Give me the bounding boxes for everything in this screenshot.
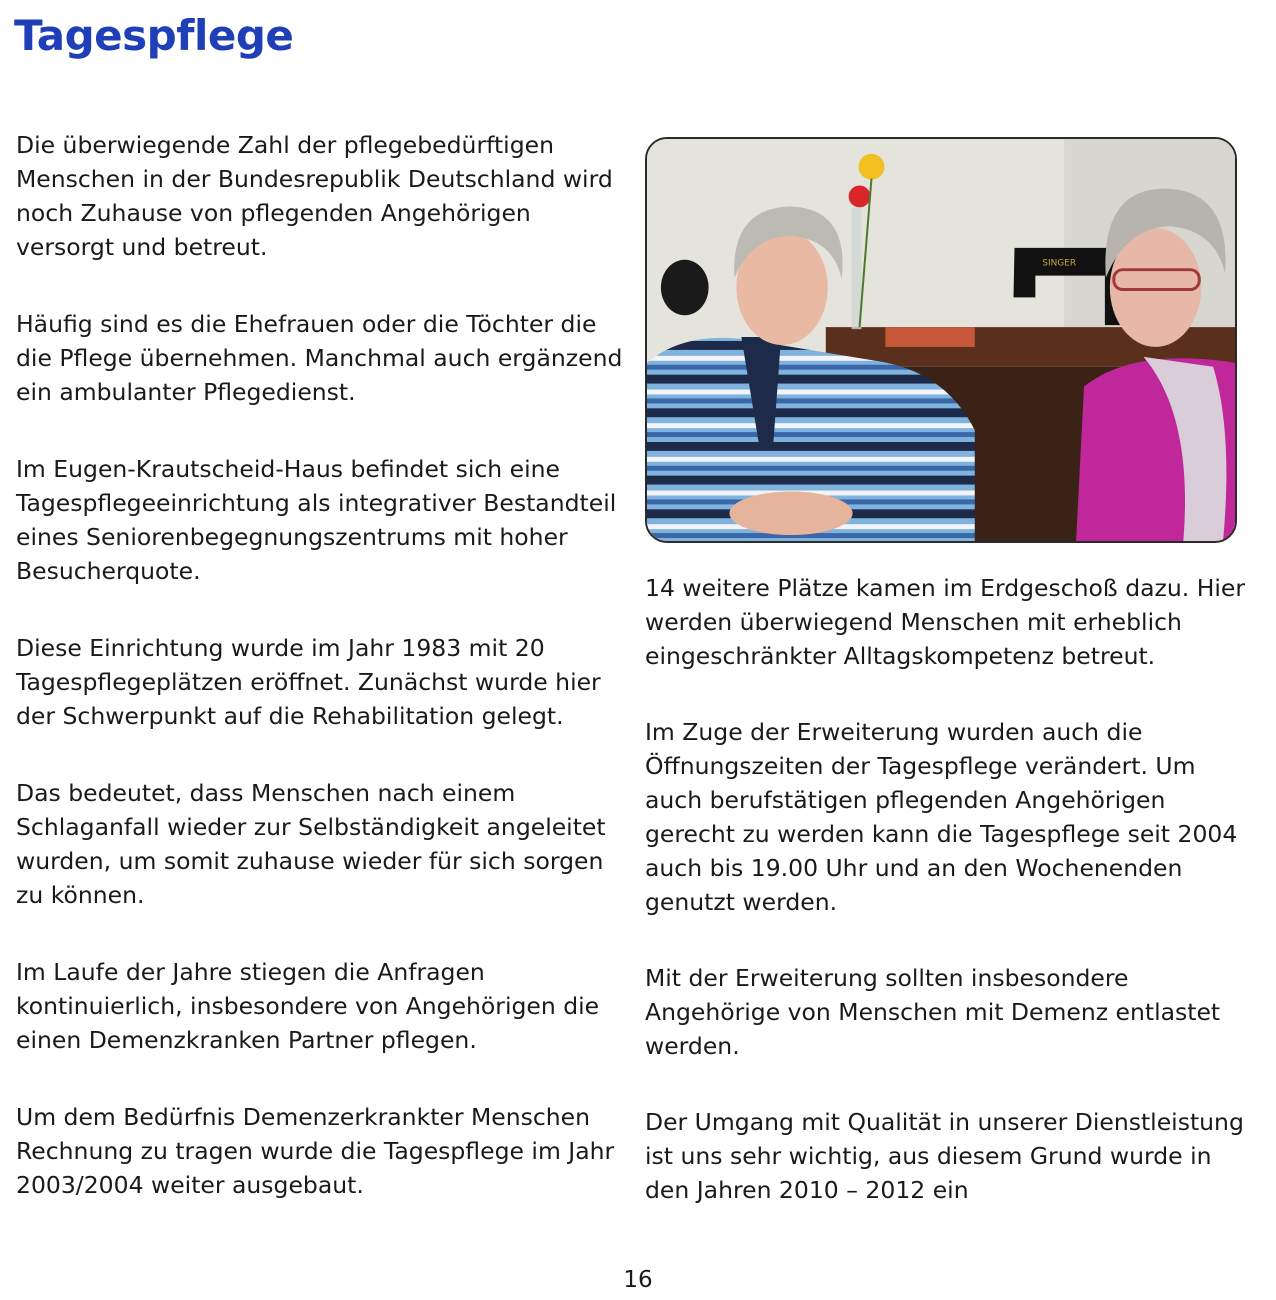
paragraph: Die überwiegende Zahl der pflegebedürftigen Menschen in der Bundesrepublik Deutschland wird noch Zuhause von pflegenden Angehörigen versorgt und betreut.: [16, 131, 613, 261]
paragraph: Im Laufe der Jahre stiegen die Anfragen kontinuierlich, insbesondere von Angehörigen die einen Demenzkranken Partner pflegen.: [16, 958, 600, 1054]
paragraph: Um dem Bedürfnis Demenzerkrankter Menschen Rechnung zu tragen wurde die Tagespflege im Jahr 2003/2004 weiter ausgebaut.: [16, 1103, 615, 1199]
paragraph: Häufig sind es die Ehefrauen oder die Töchter die die Pflege übernehmen. Manchmal auch ergänzend ein ambulanter Pflegedienst.: [16, 310, 623, 406]
paragraph: 14 weitere Plätze kamen im Erdgeschoß dazu. Hier werden überwiegend Menschen mit erheblich eingeschränkter Alltagskompetenz betreut.: [645, 574, 1246, 670]
left-text-column: [16, 128, 626, 1202]
right-text-column: [645, 571, 1255, 1207]
woman-left-hands: [729, 491, 852, 535]
table-mat: [885, 327, 974, 347]
sewing-machine-brand: SINGER: [1042, 258, 1077, 269]
paragraph: Im Zuge der Erweiterung wurden auch die Öffnungszeiten der Tagespflege verändert. Um auch berufstätigen pflegenden Angehörigen gerecht zu werden kann die Tagespflege seit 2004 auch bis 19.00 Uhr und an den Wochenenden genutzt werden.: [645, 718, 1238, 916]
photo-illustration: [647, 139, 1235, 541]
paragraph: Mit der Erweiterung sollten insbesondere Angehörige von Menschen mit Demenz entlastet werden.: [645, 964, 1221, 1060]
paragraph: Im Eugen-Krautscheid-Haus befindet sich eine Tagespflegeeinrichtung als integrativer Bestandteil eines Seniorenbegegnungszentrums mit hoher Besucherquote.: [16, 455, 617, 585]
page-number: 16: [623, 1267, 653, 1293]
flower-red: [849, 186, 871, 208]
paragraph: Diese Einrichtung wurde im Jahr 1983 mit 20 Tagespflegeplätzen eröffnet. Zunächst wurde hier der Schwerpunkt auf die Rehabilitation gelegt.: [16, 634, 601, 730]
flower-yellow: [859, 154, 885, 180]
paragraph: Das bedeutet, dass Menschen nach einem Schlaganfall wieder zur Selbständigkeit angeleitet wurden, um somit zuhause wieder für sich sorgen zu können.: [16, 779, 606, 909]
photo-two-senior-women: [645, 137, 1237, 543]
page-title: Tagespflege: [14, 11, 294, 60]
paragraph: Der Umgang mit Qualität in unserer Dienstleistung ist uns sehr wichtig, aus diesem Grund wurde in den Jahren 2010 – 2012 ein: [645, 1108, 1244, 1204]
decoration: [661, 260, 709, 315]
